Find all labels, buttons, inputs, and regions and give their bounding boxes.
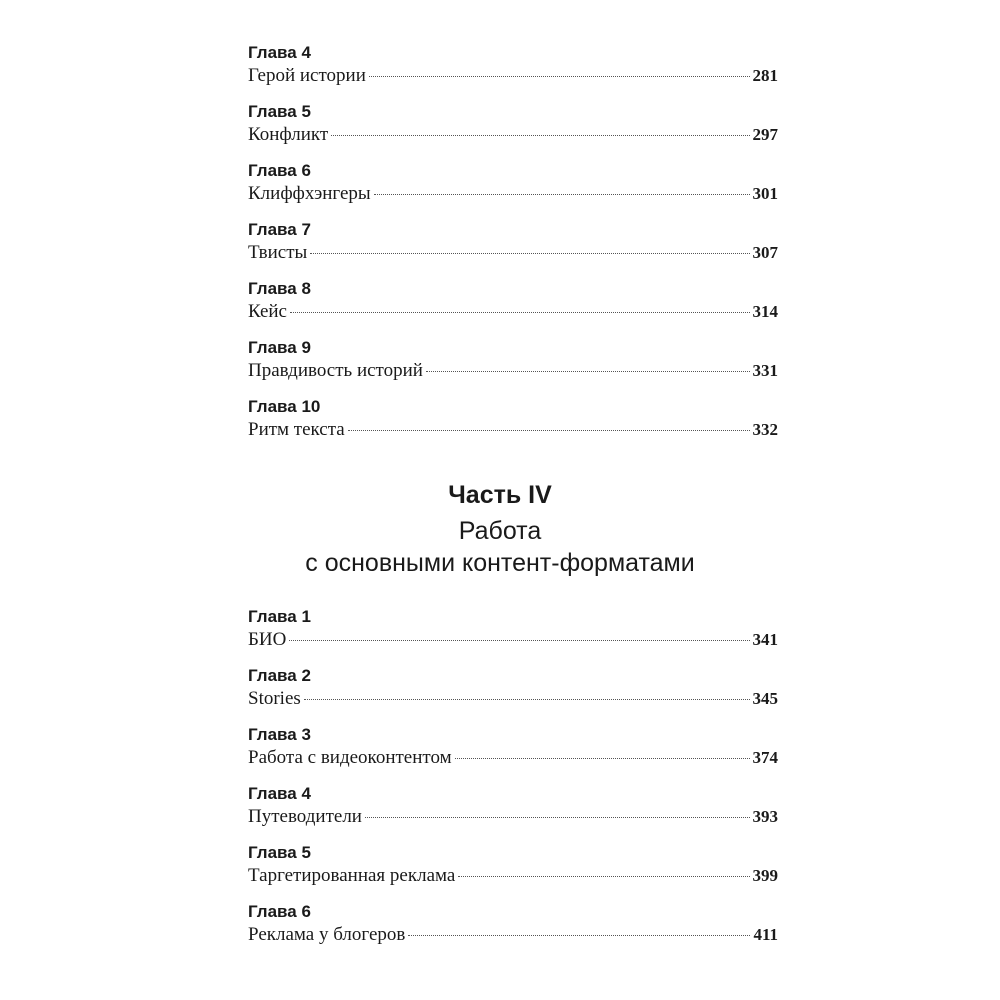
toc-entry[interactable] [248,902,778,958]
chapter-label: Глава 6 [248,161,311,180]
dot-leader [304,699,750,700]
page-number: 297 [752,125,778,144]
toc-title-line [248,686,778,712]
toc-entry[interactable] [248,784,778,840]
page-number: 314 [752,302,778,321]
dot-leader [290,312,750,313]
page-number: 399 [752,866,778,885]
dot-leader [374,194,750,195]
toc-title-line [248,922,778,948]
page-number: 345 [752,689,778,708]
toc-entry[interactable] [248,397,778,453]
toc-title-line [248,863,778,889]
chapter-title: Герой истории [248,65,366,86]
page-number: 332 [752,420,778,439]
toc-title-line [248,804,778,830]
toc-title-line [248,745,778,771]
dot-leader [348,430,750,431]
chapter-label: Глава 4 [248,784,311,803]
dot-leader [310,253,749,254]
chapter-title: Stories [248,688,301,709]
chapter-title: Правдивость историй [248,360,423,381]
toc-entry[interactable] [248,161,778,217]
toc-title-line [248,122,778,148]
chapter-title: Работа с видеоконтентом [248,747,452,768]
dot-leader [455,758,750,759]
chapter-label: Глава 7 [248,220,311,239]
chapter-label: Глава 5 [248,102,311,121]
chapter-label: Глава 10 [248,397,321,416]
page-number: 331 [752,361,778,380]
toc-title-line [248,358,778,384]
page-number: 341 [752,630,778,649]
toc-entry[interactable] [248,843,778,899]
page-number: 301 [752,184,778,203]
chapter-title: Кейс [248,301,287,322]
page-number: 374 [752,748,778,767]
chapter-title: Путеводители [248,806,362,827]
chapter-title: БИО [248,629,287,650]
dot-leader [369,76,750,77]
chapter-label: Глава 8 [248,279,311,298]
toc-entry[interactable] [248,607,778,663]
toc-title-line [248,417,778,443]
chapter-label: Глава 6 [248,902,311,921]
toc-entry[interactable] [248,102,778,158]
page-number: 411 [753,925,778,944]
toc-title-line [248,299,778,325]
dot-leader [426,371,750,372]
chapter-label: Глава 4 [248,43,311,62]
chapter-label: Глава 2 [248,666,311,685]
chapter-label: Глава 9 [248,338,311,357]
chapter-label: Глава 5 [248,843,311,862]
chapter-title: Ритм текста [248,419,345,440]
chapter-title: Клиффхэнгеры [248,183,371,204]
part-title-line-1: Работа [458,517,542,545]
toc-title-line [248,240,778,266]
chapter-title: Конфликт [248,124,329,145]
chapter-title: Таргетированная реклама [248,865,456,886]
part-title-line-2: с основными контент-форматами [305,549,695,577]
dot-leader [408,935,750,936]
toc-title-line [248,627,778,653]
chapter-title: Твисты [248,242,308,263]
chapter-label: Глава 3 [248,725,311,744]
dot-leader [331,135,749,136]
toc-entry[interactable] [248,666,778,722]
toc-entry[interactable] [248,220,778,276]
chapter-title: Реклама у блогеров [248,924,406,945]
toc-entry[interactable] [248,725,778,781]
page-number: 307 [752,243,778,262]
dot-leader [365,817,750,818]
toc-entry[interactable] [248,338,778,394]
toc-title-line [248,63,778,89]
toc-title-line [248,181,778,207]
chapter-label: Глава 1 [248,607,311,626]
toc-entry[interactable] [248,279,778,335]
dot-leader [289,640,749,641]
page-number: 281 [752,66,778,85]
part-number-heading: Часть IV [448,481,552,509]
page-number: 393 [752,807,778,826]
toc-entry[interactable] [248,43,778,99]
dot-leader [458,876,749,877]
